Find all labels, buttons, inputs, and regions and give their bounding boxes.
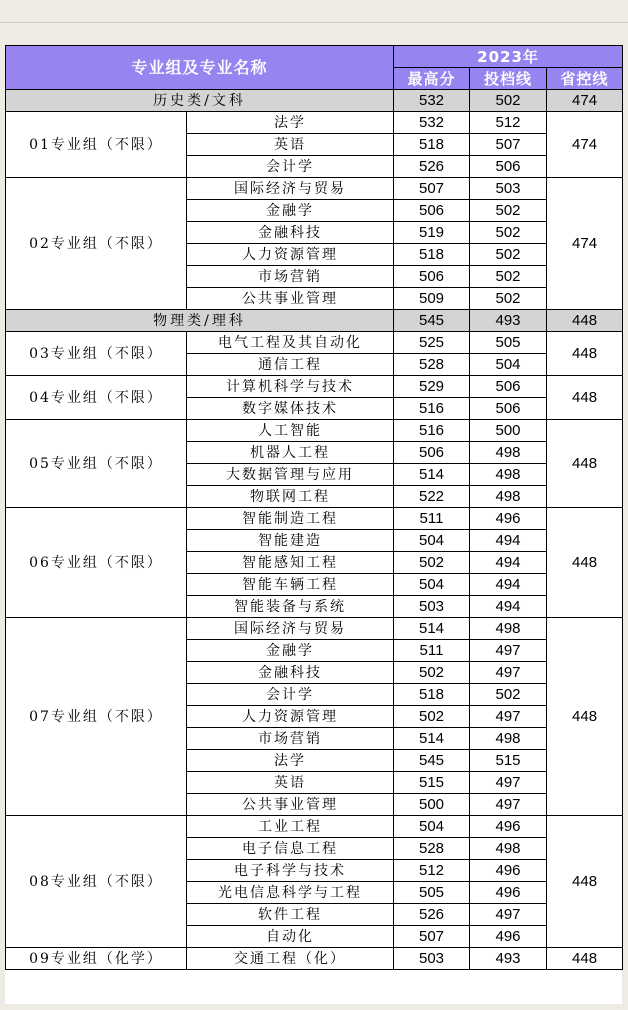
major-max-score: 512 bbox=[394, 860, 470, 882]
header-year: 2023年 bbox=[394, 46, 623, 68]
major-max-score: 505 bbox=[394, 882, 470, 904]
major-name: 智能车辆工程 bbox=[187, 574, 394, 596]
category-control-line: 474 bbox=[547, 90, 623, 112]
major-cutoff-line: 497 bbox=[470, 706, 547, 728]
major-row bbox=[6, 376, 623, 398]
major-row bbox=[6, 178, 623, 200]
major-max-score: 514 bbox=[394, 464, 470, 486]
category-max-score: 532 bbox=[394, 90, 470, 112]
major-max-score: 506 bbox=[394, 442, 470, 464]
header-control-line: 省控线 bbox=[547, 68, 623, 90]
major-name: 法学 bbox=[187, 750, 394, 772]
major-max-score: 516 bbox=[394, 420, 470, 442]
major-name: 会计学 bbox=[187, 156, 394, 178]
group-control-line: 474 bbox=[547, 112, 623, 178]
major-cutoff-line: 502 bbox=[470, 266, 547, 288]
major-cutoff-line: 496 bbox=[470, 816, 547, 838]
major-name: 国际经济与贸易 bbox=[187, 178, 394, 200]
major-max-score: 528 bbox=[394, 354, 470, 376]
major-name: 自动化 bbox=[187, 926, 394, 948]
group-control-line: 448 bbox=[547, 618, 623, 816]
group-control-line: 448 bbox=[547, 376, 623, 420]
major-name: 金融科技 bbox=[187, 222, 394, 244]
major-max-score: 502 bbox=[394, 662, 470, 684]
major-max-score: 518 bbox=[394, 134, 470, 156]
major-name: 公共事业管理 bbox=[187, 288, 394, 310]
major-row bbox=[6, 618, 623, 640]
major-max-score: 503 bbox=[394, 596, 470, 618]
major-name: 交通工程（化） bbox=[187, 948, 394, 970]
major-cutoff-line: 504 bbox=[470, 354, 547, 376]
major-name: 市场营销 bbox=[187, 728, 394, 750]
major-max-score: 529 bbox=[394, 376, 470, 398]
major-max-score: 514 bbox=[394, 728, 470, 750]
category-label: 物理类/理科 bbox=[6, 310, 394, 332]
major-name: 金融学 bbox=[187, 640, 394, 662]
major-name: 数字媒体技术 bbox=[187, 398, 394, 420]
major-cutoff-line: 512 bbox=[470, 112, 547, 134]
category-row bbox=[6, 310, 623, 332]
major-max-score: 522 bbox=[394, 486, 470, 508]
score-sheet bbox=[5, 45, 622, 1004]
major-cutoff-line: 497 bbox=[470, 662, 547, 684]
major-cutoff-line: 502 bbox=[470, 288, 547, 310]
major-max-score: 502 bbox=[394, 706, 470, 728]
group-name: 02专业组（不限） bbox=[6, 178, 187, 310]
group-control-line: 448 bbox=[547, 508, 623, 618]
group-control-line: 474 bbox=[547, 178, 623, 310]
major-cutoff-line: 515 bbox=[470, 750, 547, 772]
major-name: 物联网工程 bbox=[187, 486, 394, 508]
group-control-line: 448 bbox=[547, 816, 623, 948]
major-max-score: 516 bbox=[394, 398, 470, 420]
major-max-score: 507 bbox=[394, 178, 470, 200]
major-name: 电气工程及其自动化 bbox=[187, 332, 394, 354]
major-max-score: 506 bbox=[394, 266, 470, 288]
major-name: 公共事业管理 bbox=[187, 794, 394, 816]
major-cutoff-line: 497 bbox=[470, 794, 547, 816]
major-max-score: 528 bbox=[394, 838, 470, 860]
top-bar bbox=[0, 0, 628, 23]
header-major-name: 专业组及专业名称 bbox=[6, 46, 394, 90]
major-max-score: 511 bbox=[394, 508, 470, 530]
major-name: 软件工程 bbox=[187, 904, 394, 926]
major-cutoff-line: 498 bbox=[470, 442, 547, 464]
major-name: 大数据管理与应用 bbox=[187, 464, 394, 486]
group-name: 04专业组（不限） bbox=[6, 376, 187, 420]
group-control-line: 448 bbox=[547, 420, 623, 508]
major-cutoff-line: 502 bbox=[470, 222, 547, 244]
major-cutoff-line: 494 bbox=[470, 596, 547, 618]
category-max-score: 545 bbox=[394, 310, 470, 332]
major-max-score: 509 bbox=[394, 288, 470, 310]
major-max-score: 532 bbox=[394, 112, 470, 134]
category-row bbox=[6, 90, 623, 112]
major-cutoff-line: 494 bbox=[470, 574, 547, 596]
major-cutoff-line: 496 bbox=[470, 882, 547, 904]
major-name: 国际经济与贸易 bbox=[187, 618, 394, 640]
header-row bbox=[6, 46, 623, 68]
major-name: 英语 bbox=[187, 134, 394, 156]
major-max-score: 518 bbox=[394, 684, 470, 706]
major-name: 智能感知工程 bbox=[187, 552, 394, 574]
major-cutoff-line: 500 bbox=[470, 420, 547, 442]
major-max-score: 514 bbox=[394, 618, 470, 640]
group-name: 05专业组（不限） bbox=[6, 420, 187, 508]
major-name: 金融学 bbox=[187, 200, 394, 222]
major-cutoff-line: 503 bbox=[470, 178, 547, 200]
major-name: 电子信息工程 bbox=[187, 838, 394, 860]
major-row bbox=[6, 508, 623, 530]
group-control-line: 448 bbox=[547, 332, 623, 376]
major-name: 智能装备与系统 bbox=[187, 596, 394, 618]
major-cutoff-line: 494 bbox=[470, 530, 547, 552]
major-max-score: 519 bbox=[394, 222, 470, 244]
admission-score-table bbox=[5, 45, 623, 970]
major-cutoff-line: 498 bbox=[470, 838, 547, 860]
major-row bbox=[6, 112, 623, 134]
major-max-score: 503 bbox=[394, 948, 470, 970]
major-name: 英语 bbox=[187, 772, 394, 794]
major-row bbox=[6, 816, 623, 838]
group-name: 07专业组（不限） bbox=[6, 618, 187, 816]
major-name: 智能建造 bbox=[187, 530, 394, 552]
major-max-score: 504 bbox=[394, 530, 470, 552]
major-max-score: 511 bbox=[394, 640, 470, 662]
major-cutoff-line: 506 bbox=[470, 376, 547, 398]
major-cutoff-line: 498 bbox=[470, 728, 547, 750]
major-row bbox=[6, 332, 623, 354]
major-max-score: 526 bbox=[394, 904, 470, 926]
group-control-line: 448 bbox=[547, 948, 623, 970]
category-label: 历史类/文科 bbox=[6, 90, 394, 112]
major-name: 光电信息科学与工程 bbox=[187, 882, 394, 904]
category-control-line: 448 bbox=[547, 310, 623, 332]
major-max-score: 526 bbox=[394, 156, 470, 178]
group-name: 03专业组（不限） bbox=[6, 332, 187, 376]
major-name: 人工智能 bbox=[187, 420, 394, 442]
major-cutoff-line: 493 bbox=[470, 948, 547, 970]
major-name: 工业工程 bbox=[187, 816, 394, 838]
major-cutoff-line: 498 bbox=[470, 464, 547, 486]
major-cutoff-line: 502 bbox=[470, 200, 547, 222]
major-name: 人力资源管理 bbox=[187, 706, 394, 728]
major-row bbox=[6, 948, 623, 970]
group-name: 08专业组（不限） bbox=[6, 816, 187, 948]
major-max-score: 507 bbox=[394, 926, 470, 948]
major-row bbox=[6, 420, 623, 442]
category-cutoff-line: 502 bbox=[470, 90, 547, 112]
major-cutoff-line: 496 bbox=[470, 508, 547, 530]
major-max-score: 502 bbox=[394, 552, 470, 574]
major-cutoff-line: 502 bbox=[470, 684, 547, 706]
header-cutoff-line: 投档线 bbox=[470, 68, 547, 90]
major-cutoff-line: 507 bbox=[470, 134, 547, 156]
major-name: 智能制造工程 bbox=[187, 508, 394, 530]
major-cutoff-line: 506 bbox=[470, 156, 547, 178]
major-max-score: 525 bbox=[394, 332, 470, 354]
group-name: 01专业组（不限） bbox=[6, 112, 187, 178]
major-cutoff-line: 497 bbox=[470, 640, 547, 662]
major-cutoff-line: 494 bbox=[470, 552, 547, 574]
major-max-score: 515 bbox=[394, 772, 470, 794]
major-cutoff-line: 496 bbox=[470, 860, 547, 882]
major-max-score: 518 bbox=[394, 244, 470, 266]
major-cutoff-line: 498 bbox=[470, 618, 547, 640]
major-max-score: 545 bbox=[394, 750, 470, 772]
major-cutoff-line: 506 bbox=[470, 398, 547, 420]
major-cutoff-line: 502 bbox=[470, 244, 547, 266]
major-cutoff-line: 496 bbox=[470, 926, 547, 948]
major-name: 机器人工程 bbox=[187, 442, 394, 464]
major-cutoff-line: 498 bbox=[470, 486, 547, 508]
major-name: 通信工程 bbox=[187, 354, 394, 376]
major-max-score: 504 bbox=[394, 574, 470, 596]
category-cutoff-line: 493 bbox=[470, 310, 547, 332]
major-name: 计算机科学与技术 bbox=[187, 376, 394, 398]
major-cutoff-line: 497 bbox=[470, 904, 547, 926]
major-name: 电子科学与技术 bbox=[187, 860, 394, 882]
major-max-score: 500 bbox=[394, 794, 470, 816]
major-name: 市场营销 bbox=[187, 266, 394, 288]
header-max-score: 最高分 bbox=[394, 68, 470, 90]
major-name: 会计学 bbox=[187, 684, 394, 706]
major-name: 金融科技 bbox=[187, 662, 394, 684]
group-name: 09专业组（化学） bbox=[6, 948, 187, 970]
major-max-score: 504 bbox=[394, 816, 470, 838]
group-name: 06专业组（不限） bbox=[6, 508, 187, 618]
major-cutoff-line: 505 bbox=[470, 332, 547, 354]
major-cutoff-line: 497 bbox=[470, 772, 547, 794]
major-name: 人力资源管理 bbox=[187, 244, 394, 266]
major-max-score: 506 bbox=[394, 200, 470, 222]
major-name: 法学 bbox=[187, 112, 394, 134]
